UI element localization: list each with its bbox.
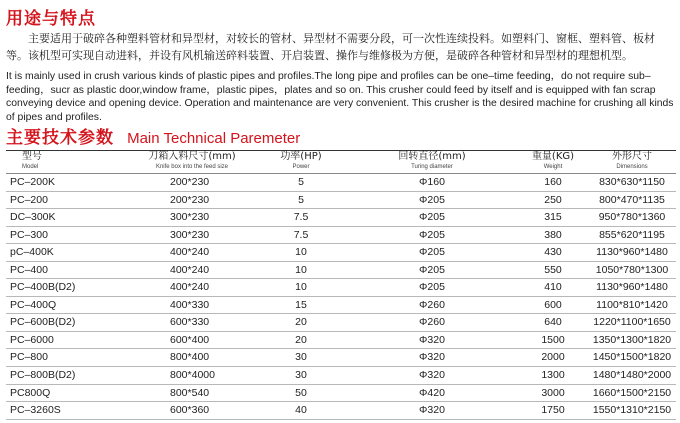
table-row — [6, 279, 676, 297]
header-dimensions: 外形尺寸 Dimensions — [612, 151, 652, 170]
table-cell: Φ205 — [419, 246, 445, 259]
table-row — [6, 297, 676, 315]
table-cell: Φ205 — [419, 193, 445, 206]
table-cell: Φ205 — [419, 228, 445, 241]
table-cell: 800*4000 — [170, 369, 215, 382]
table-cell: 2000 — [541, 351, 565, 364]
table-cell: 300*230 — [170, 211, 210, 224]
table-cell: PC–300 — [10, 228, 48, 241]
table-cell: 1050*780*1300 — [595, 263, 669, 276]
table-cell: PC–6000 — [10, 333, 54, 346]
table-row — [6, 385, 676, 403]
header-feed-size: 刀箱入料尺寸(mm) Knife box into the feed size — [148, 151, 236, 170]
parameters-table — [6, 150, 676, 420]
table-cell: 800*540 — [170, 386, 210, 399]
table-row — [6, 244, 676, 262]
table-cell: 430 — [544, 246, 562, 259]
table-cell: 250 — [544, 193, 562, 206]
table-cell: 400*240 — [170, 263, 210, 276]
table-cell: PC800Q — [10, 386, 51, 399]
table-cell: Φ320 — [419, 351, 445, 364]
table-cell: 10 — [295, 263, 307, 276]
table-cell: 160 — [544, 176, 562, 188]
table-cell: 20 — [295, 316, 307, 329]
table-cell: Φ160 — [419, 176, 445, 188]
table-cell: PC–400B(D2) — [10, 281, 76, 294]
table-cell: Φ320 — [419, 404, 445, 417]
table-cell: 1500 — [541, 333, 565, 346]
table-cell: 400*240 — [170, 246, 210, 259]
table-cell: 800*470*1135 — [599, 193, 665, 206]
table-cell: 1220*1100*1650 — [593, 316, 671, 329]
parameters-title-en: Main Technical Paremeter — [127, 130, 301, 147]
table-cell: 600 — [544, 298, 562, 311]
table-cell: 1300 — [541, 369, 565, 382]
table-cell: Φ420 — [419, 386, 445, 399]
table-cell: 15 — [295, 298, 307, 311]
table-row — [6, 367, 676, 385]
table-cell: 1100*810*1420 — [596, 298, 668, 311]
table-cell: 550 — [544, 263, 562, 276]
table-cell: 640 — [544, 316, 562, 329]
table-cell: 1450*1500*1820 — [592, 351, 672, 364]
header-power: 功率(HP) Power — [280, 151, 322, 170]
table-cell: 315 — [544, 211, 562, 224]
table-cell: Φ320 — [419, 333, 445, 346]
table-row — [6, 402, 676, 420]
header-turning-diameter: 回转直径(mm) Turing diameter — [398, 151, 466, 170]
table-cell: 400*330 — [170, 298, 210, 311]
table-cell: 1480*1480*2000 — [592, 369, 672, 382]
table-cell: 600*330 — [170, 316, 210, 329]
table-row — [6, 209, 676, 227]
table-cell: pC–400K — [10, 246, 54, 259]
table-cell: 1130*960*1480 — [596, 281, 668, 294]
table-cell: 1660*1500*2150 — [592, 386, 672, 399]
table-row — [6, 332, 676, 350]
table-cell: 800*400 — [170, 351, 210, 364]
table-cell: 200*230 — [170, 176, 210, 188]
table-cell: PC–3260S — [10, 404, 61, 417]
table-cell: 1130*960*1480 — [596, 246, 668, 259]
table-cell: Φ205 — [419, 263, 445, 276]
table-cell: 5 — [298, 176, 304, 188]
table-cell: PC–200K — [10, 176, 55, 188]
table-cell: 950*780*1360 — [598, 211, 666, 224]
english-description: It is mainly used in crush various kinds of plastic pipes and profiles.The long pipe and profiles can be one–time feeding，do not require sub–feeding，sucr as plastic door,window frame，plastic pipes，plates and so on. This crusher could feed by itself and is equipped with fan scrap conveying device and opening device. Operation and maintenance are very convenient. This crusher is the desired machine for crushing all kinds of pipes and profiles. — [6, 71, 674, 123]
table-cell: 7.5 — [293, 211, 309, 224]
table-cell: 40 — [295, 404, 307, 417]
table-cell: 600*400 — [170, 333, 210, 346]
table-row — [6, 192, 676, 210]
table-body — [6, 174, 676, 420]
table-cell: PC–600B(D2) — [10, 316, 76, 329]
table-cell: 855*620*1195 — [599, 228, 665, 241]
table-cell: 1550*1310*2150 — [592, 404, 672, 417]
table-cell: 20 — [295, 333, 307, 346]
table-cell: 1750 — [541, 404, 565, 417]
table-row — [6, 262, 676, 280]
section-title-usage: 用途与特点 — [6, 9, 96, 29]
table-cell: 50 — [295, 386, 307, 399]
table-cell: 200*230 — [170, 193, 210, 206]
table-cell: 400*240 — [170, 281, 210, 294]
table-cell: Φ205 — [419, 281, 445, 294]
table-cell: 300*230 — [170, 228, 210, 241]
table-cell: 3000 — [541, 386, 565, 399]
table-cell: PC–800 — [10, 351, 48, 364]
table-cell: 380 — [544, 228, 562, 241]
table-cell: 410 — [544, 281, 562, 294]
table-cell: Φ205 — [419, 211, 445, 224]
table-cell: Φ260 — [419, 298, 445, 311]
table-cell: Φ260 — [419, 316, 445, 329]
section-title-parameters — [6, 123, 300, 148]
table-cell: PC–800B(D2) — [10, 369, 76, 382]
table-cell: 7.5 — [293, 228, 309, 241]
table-row — [6, 174, 676, 192]
table-cell: 1350*1300*1820 — [592, 333, 672, 346]
table-cell: 830*630*1150 — [599, 176, 665, 188]
table-cell: 30 — [295, 369, 307, 382]
header-weight: 重量(KG) Weight — [531, 151, 575, 170]
table-cell: 5 — [298, 193, 304, 206]
table-cell: Φ320 — [419, 369, 445, 382]
table-cell: PC–400Q — [10, 298, 57, 311]
table-row — [6, 314, 676, 332]
header-model: 型号 Model — [22, 151, 42, 170]
table-header — [6, 151, 676, 174]
table-row — [6, 227, 676, 245]
table-cell: 10 — [295, 246, 307, 259]
table-cell: PC–400 — [10, 263, 48, 276]
table-row — [6, 349, 676, 367]
table-cell: 600*360 — [170, 404, 210, 417]
table-cell: 30 — [295, 351, 307, 364]
table-cell: 10 — [295, 281, 307, 294]
chinese-description: 主要适用于破碎各种塑料管材和异型材，对较长的管材、异型材不需要分段，可一次性连续投料。如塑料门、窗框、塑料管、板材等。该机型可实现自动进料，并设有风机输送碎料装置、开启装置、操作与维修极为方便，是破碎各种管材和异型材的理想机型。 — [6, 32, 655, 62]
table-cell: DC–300K — [10, 211, 56, 224]
parameters-title-cn: 主要技术参数 — [6, 128, 114, 148]
table-cell: PC–200 — [10, 193, 48, 206]
